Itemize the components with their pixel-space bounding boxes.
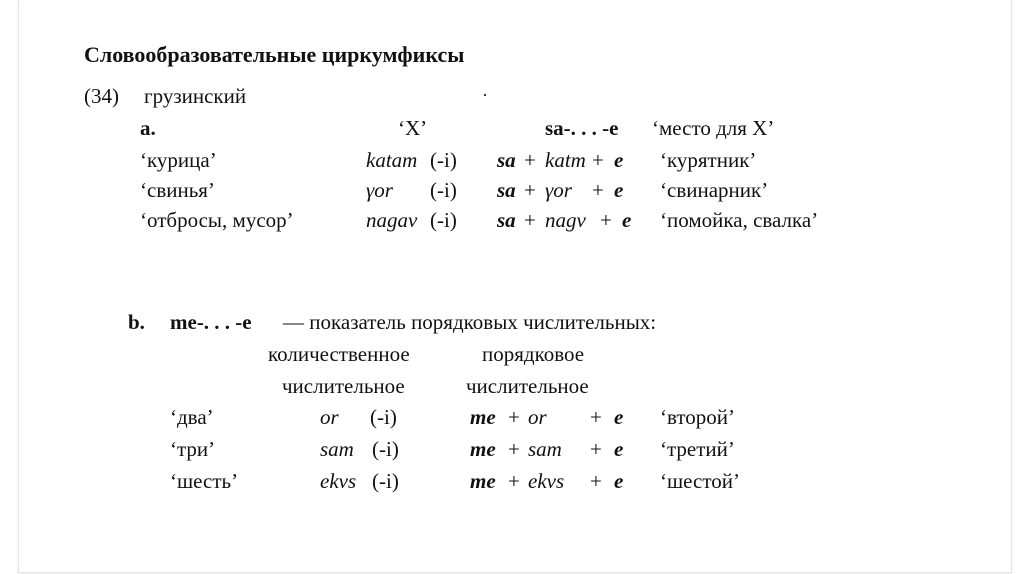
example-language: грузинский bbox=[144, 84, 247, 108]
row-stem: γor bbox=[366, 178, 393, 202]
plus-sign: + bbox=[592, 178, 604, 202]
row-meaning: ‘свинарник’ bbox=[660, 178, 769, 202]
row-prefix: me bbox=[470, 437, 496, 461]
row-prefix: me bbox=[470, 405, 496, 429]
row-ending: e bbox=[622, 208, 632, 232]
plus-sign: + bbox=[508, 405, 520, 429]
plus-sign: + bbox=[592, 148, 604, 172]
plus-sign: + bbox=[524, 208, 536, 232]
plus-sign: + bbox=[508, 437, 520, 461]
plus-sign: + bbox=[524, 148, 536, 172]
row-gloss: ‘шесть’ bbox=[170, 469, 239, 493]
row-meaning: ‘курятник’ bbox=[660, 148, 757, 172]
row-meaning: ‘второй’ bbox=[660, 405, 736, 429]
row-stem: sam bbox=[320, 437, 354, 461]
row-meaning: ‘помойка, свалка’ bbox=[660, 208, 819, 232]
row-prefix: me bbox=[470, 469, 496, 493]
example-number: (34) bbox=[84, 84, 119, 108]
part-a-label: a. bbox=[140, 116, 156, 140]
page-title: Словообразовательные циркумфиксы bbox=[84, 42, 465, 67]
row-suffix: (-i) bbox=[430, 208, 457, 232]
row-suffix: (-i) bbox=[372, 437, 399, 461]
row-gloss: ‘два’ bbox=[170, 405, 214, 429]
part-a-col-gloss: ‘место для X’ bbox=[652, 116, 775, 140]
row-stem: nagav bbox=[366, 208, 418, 232]
plus-sign: + bbox=[590, 405, 602, 429]
header-ordinal-line1: порядковое bbox=[482, 342, 585, 366]
part-b-affix: me-. . . -e bbox=[170, 310, 252, 334]
header-cardinal-line1: количественное bbox=[268, 342, 410, 366]
row-meaning: ‘третий’ bbox=[660, 437, 735, 461]
row-base: nagv bbox=[545, 208, 586, 232]
plus-sign: + bbox=[508, 469, 520, 493]
row-base: γor bbox=[545, 178, 572, 202]
part-a-col-affix: sa-. . . -e bbox=[545, 116, 619, 140]
row-prefix: sa bbox=[497, 178, 516, 202]
row-ending: e bbox=[614, 405, 624, 429]
row-ending: e bbox=[614, 178, 624, 202]
row-ending: e bbox=[614, 148, 624, 172]
row-prefix: sa bbox=[497, 148, 516, 172]
row-meaning: ‘шестой’ bbox=[660, 469, 740, 493]
row-stem: or bbox=[320, 405, 339, 429]
row-stem: ekvs bbox=[320, 469, 357, 493]
plus-sign: + bbox=[524, 178, 536, 202]
row-gloss: ‘три’ bbox=[170, 437, 216, 461]
row-base: sam bbox=[528, 437, 562, 461]
row-ending: e bbox=[614, 469, 624, 493]
header-ordinal-line2: числительное bbox=[466, 374, 589, 398]
part-b-description: — показатель порядковых числительных: bbox=[283, 310, 657, 334]
row-gloss: ‘курица’ bbox=[140, 148, 217, 172]
row-suffix: (-i) bbox=[370, 405, 397, 429]
row-base: ekvs bbox=[528, 469, 565, 493]
row-suffix: (-i) bbox=[372, 469, 399, 493]
part-b-label: b. bbox=[128, 310, 145, 334]
part-a-col-x: ‘X’ bbox=[398, 116, 428, 140]
row-ending: e bbox=[614, 437, 624, 461]
plus-sign: + bbox=[590, 469, 602, 493]
plus-sign: + bbox=[600, 208, 612, 232]
row-stem: katam bbox=[366, 148, 418, 172]
row-suffix: (-i) bbox=[430, 178, 457, 202]
row-prefix: sa bbox=[497, 208, 516, 232]
row-base: or bbox=[528, 405, 547, 429]
row-gloss: ‘отбросы, мусор’ bbox=[140, 208, 294, 232]
plus-sign: + bbox=[590, 437, 602, 461]
header-cardinal-line2: числительное bbox=[282, 374, 405, 398]
row-base: katm bbox=[545, 148, 586, 172]
stray-dot bbox=[484, 94, 486, 96]
row-suffix: (-i) bbox=[430, 148, 457, 172]
row-gloss: ‘свинья’ bbox=[140, 178, 215, 202]
